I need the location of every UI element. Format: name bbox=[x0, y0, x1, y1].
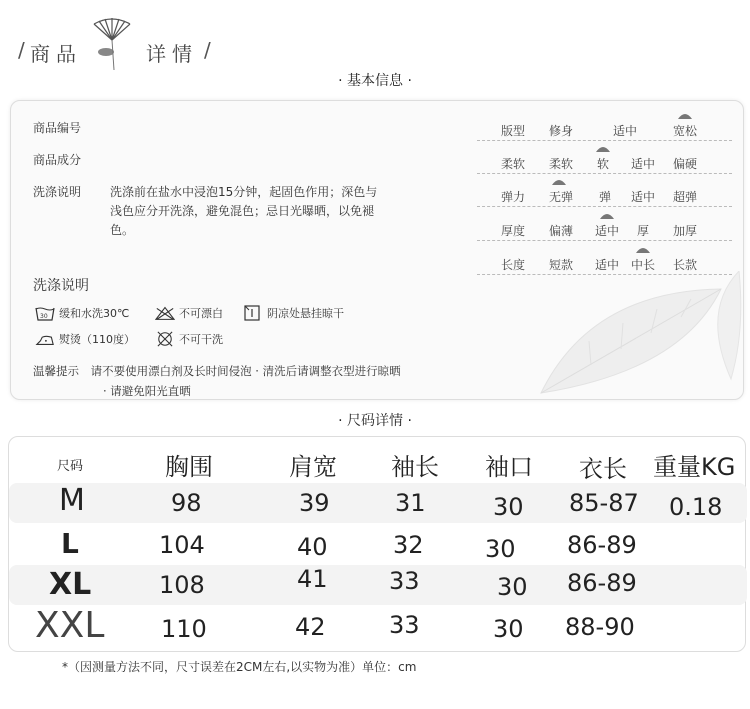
selected-marker-icon bbox=[551, 177, 567, 187]
care-item-no-bleach bbox=[155, 305, 223, 321]
header-word-product: 商品 bbox=[30, 42, 82, 66]
care-label-no-bleach: 不可漂白 bbox=[179, 307, 223, 320]
sleeve-cell: 31 bbox=[395, 489, 426, 517]
header-cuff: 袖口 bbox=[485, 453, 533, 481]
weight-cell: 0.18 bbox=[669, 493, 723, 521]
header-shoulder: 肩宽 bbox=[289, 453, 337, 481]
attr-option: 软 bbox=[597, 157, 610, 171]
product-no-label: 商品编号 bbox=[33, 121, 82, 135]
header-sleeve: 袖长 bbox=[391, 453, 439, 481]
chest-cell: 110 bbox=[161, 615, 207, 643]
care-item-no-dry-clean bbox=[155, 331, 223, 347]
attr-option: 适中 bbox=[595, 258, 620, 272]
tip-label: 温馨提示 bbox=[33, 364, 79, 378]
shoulder-cell: 39 bbox=[299, 489, 330, 517]
attr-row-thickness bbox=[477, 213, 732, 241]
tip-line-1 bbox=[33, 363, 401, 379]
table-row bbox=[9, 483, 747, 523]
attr-option: 适中 bbox=[631, 157, 656, 171]
cuff-cell: 30 bbox=[493, 493, 524, 521]
fan-icon bbox=[90, 18, 134, 70]
attr-option: 无弹 bbox=[549, 190, 574, 204]
size-info-title: · 尺码详情 · bbox=[338, 413, 412, 429]
basic-info-title: · 基本信息 · bbox=[338, 73, 412, 89]
attr-row-fit bbox=[477, 113, 732, 141]
cuff-cell: 30 bbox=[485, 535, 516, 563]
length-cell: 86-89 bbox=[567, 531, 637, 559]
iron-icon bbox=[35, 331, 55, 347]
attr-option: 适中 bbox=[631, 190, 656, 204]
attr-name: 柔软 bbox=[501, 157, 526, 171]
cuff-cell: 30 bbox=[493, 615, 524, 643]
length-cell: 88-90 bbox=[565, 613, 635, 641]
size-cell: L bbox=[61, 527, 79, 560]
selected-marker-icon bbox=[595, 144, 611, 154]
shoulder-cell: 40 bbox=[297, 533, 328, 561]
line-dry-shade-icon bbox=[243, 305, 263, 321]
care-label-iron: 熨烫（110度） bbox=[59, 333, 135, 346]
care-label-wash: 缓和水洗30℃ bbox=[59, 307, 130, 320]
basic-info-panel bbox=[10, 100, 744, 400]
attr-option: 短款 bbox=[549, 258, 574, 272]
header-length: 衣长 bbox=[579, 455, 627, 483]
leaf-decoration-icon bbox=[701, 271, 743, 381]
size-table bbox=[8, 436, 746, 652]
attr-option: 加厚 bbox=[673, 224, 698, 238]
header-size: 尺码 bbox=[57, 459, 84, 474]
product-composition-label: 商品成分 bbox=[33, 153, 82, 167]
attr-option: 宽松 bbox=[673, 124, 698, 138]
sleeve-cell: 33 bbox=[389, 611, 420, 639]
attr-option: 超弹 bbox=[673, 190, 698, 204]
attr-name: 弹力 bbox=[501, 190, 526, 204]
care-label-dry: 阴凉处悬挂晾干 bbox=[267, 307, 344, 320]
attr-option: 适中 bbox=[595, 224, 620, 238]
cuff-cell: 30 bbox=[497, 573, 528, 601]
washing-text: 洗涤前在盐水中浸泡15分钟，起固色作用；深色与浅色应分开洗涤，避免混色；忌日光曝晒，以免褪色。 bbox=[110, 185, 378, 237]
size-cell: XXL bbox=[35, 605, 105, 646]
chest-cell: 108 bbox=[159, 571, 205, 599]
attr-name: 版型 bbox=[501, 124, 526, 138]
care-item-dry bbox=[243, 305, 344, 321]
table-row bbox=[9, 607, 747, 647]
attr-name: 长度 bbox=[501, 258, 526, 272]
care-item-iron bbox=[35, 331, 135, 347]
shoulder-cell: 42 bbox=[295, 613, 326, 641]
attr-option: 修身 bbox=[549, 124, 574, 138]
attr-name: 厚度 bbox=[501, 224, 526, 238]
attr-option: 弹 bbox=[599, 190, 612, 204]
length-cell: 86-89 bbox=[567, 569, 637, 597]
shoulder-cell: 41 bbox=[297, 565, 328, 593]
sleeve-cell: 32 bbox=[393, 531, 424, 559]
care-title: 洗涤说明 bbox=[33, 278, 89, 294]
washing-label: 洗涤说明 bbox=[33, 185, 82, 199]
attr-option: 柔软 bbox=[549, 157, 574, 171]
chest-cell: 98 bbox=[171, 489, 202, 517]
attr-option: 厚 bbox=[637, 224, 650, 238]
size-cell: XL bbox=[49, 567, 92, 602]
sleeve-cell: 33 bbox=[389, 567, 420, 595]
selected-marker-icon bbox=[677, 111, 693, 121]
care-item-wash bbox=[35, 305, 129, 321]
attr-option: 偏薄 bbox=[549, 224, 574, 238]
attr-row-elasticity bbox=[477, 179, 732, 207]
attr-option: 长款 bbox=[673, 258, 698, 272]
table-row bbox=[9, 525, 747, 565]
attr-option: 中长 bbox=[631, 258, 656, 272]
chest-cell: 104 bbox=[159, 531, 205, 559]
attr-row-softness bbox=[477, 146, 732, 174]
header-weight: 重量KG bbox=[653, 453, 736, 481]
attr-row-length bbox=[477, 247, 732, 275]
header-slash-right: / bbox=[204, 38, 211, 62]
attr-option: 适中 bbox=[613, 124, 638, 138]
header-word-detail: 详情 bbox=[146, 42, 198, 66]
tip-text-2: · 请避免阳光直晒 bbox=[103, 384, 191, 398]
attr-option: 偏硬 bbox=[673, 157, 698, 171]
length-cell: 85-87 bbox=[569, 489, 639, 517]
svg-text:30: 30 bbox=[40, 313, 48, 320]
tip-text-1: 请不要使用漂白剂及长时间侵泡 · 清洗后请调整衣型进行晾晒 bbox=[90, 364, 401, 378]
measurement-footnote: *（因测量方法不同，尺寸误差在2CM左右,以实物为准）单位：cm bbox=[62, 660, 417, 674]
no-dry-clean-icon bbox=[155, 331, 175, 347]
header-chest: 胸围 bbox=[165, 453, 213, 481]
care-label-no-dry-clean: 不可干洗 bbox=[179, 333, 223, 346]
selected-marker-icon bbox=[635, 245, 651, 255]
selected-marker-icon bbox=[599, 211, 615, 221]
header-slash-left: / bbox=[18, 38, 25, 62]
table-row bbox=[9, 565, 747, 605]
no-bleach-icon bbox=[155, 305, 175, 321]
wash-30-icon bbox=[35, 305, 55, 321]
size-table-header bbox=[9, 443, 747, 483]
size-cell: M bbox=[59, 483, 85, 518]
